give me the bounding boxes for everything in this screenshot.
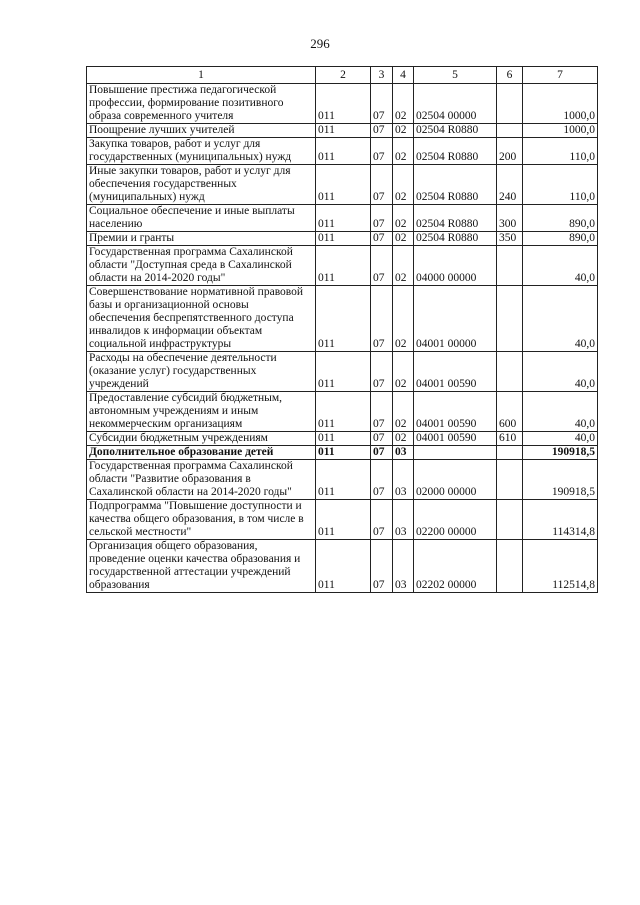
ministry-code: 011 [316,500,371,540]
table-row [87,540,598,593]
table-row [87,460,598,500]
row-description: Организация общего образования, проведение оценки качества образования и государственной аттестации учреждений образования [87,540,316,593]
column-header: 5 [414,67,497,84]
expense-type-code [497,286,523,352]
ministry-code: 011 [316,446,371,460]
target-article-code: 04001 00590 [414,352,497,392]
target-article-code: 02202 00000 [414,540,497,593]
table-row [87,392,598,432]
ministry-code: 011 [316,352,371,392]
row-description: Поощрение лучших учителей [87,124,316,138]
column-header: 6 [497,67,523,84]
amount: 1000,0 [523,84,598,124]
ministry-code: 011 [316,540,371,593]
table-row [87,446,598,460]
section-code: 07 [371,232,393,246]
ministry-code: 011 [316,165,371,205]
row-description: Повышение престижа педагогической профессии, формирование позитивного образа современного учителя [87,84,316,124]
table-row [87,205,598,232]
target-article-code: 02000 00000 [414,460,497,500]
ministry-code: 011 [316,246,371,286]
table-row [87,232,598,246]
subsection-code: 02 [393,84,414,124]
expense-type-code: 600 [497,392,523,432]
table-row [87,352,598,392]
amount: 114314,8 [523,500,598,540]
ministry-code: 011 [316,286,371,352]
expense-type-code [497,246,523,286]
ministry-code: 011 [316,392,371,432]
section-code: 07 [371,540,393,593]
subsection-code: 02 [393,205,414,232]
expense-type-code [497,500,523,540]
amount: 190918,5 [523,446,598,460]
section-code: 07 [371,246,393,286]
section-code: 07 [371,446,393,460]
subsection-code: 02 [393,246,414,286]
expense-type-code: 300 [497,205,523,232]
ministry-code: 011 [316,432,371,446]
ministry-code: 011 [316,232,371,246]
table-row [87,165,598,205]
table-row [87,500,598,540]
subsection-code: 02 [393,286,414,352]
row-description: Закупка товаров, работ и услуг для государственных (муниципальных) нужд [87,138,316,165]
target-article-code: 02504 00000 [414,84,497,124]
target-article-code: 04001 00590 [414,392,497,432]
row-description: Субсидии бюджетным учреждениям [87,432,316,446]
section-code: 07 [371,460,393,500]
amount: 190918,5 [523,460,598,500]
target-article-code: 02504 R0880 [414,165,497,205]
target-article-code: 04001 00000 [414,286,497,352]
expense-type-code [497,84,523,124]
table-body [87,84,598,593]
target-article-code: 02504 R0880 [414,205,497,232]
expense-type-code [497,540,523,593]
target-article-code: 02504 R0880 [414,124,497,138]
expense-type-code: 610 [497,432,523,446]
expense-type-code: 350 [497,232,523,246]
budget-table [86,66,598,593]
ministry-code: 011 [316,205,371,232]
amount: 40,0 [523,432,598,446]
subsection-code: 03 [393,460,414,500]
subsection-code: 02 [393,432,414,446]
ministry-code: 011 [316,84,371,124]
amount: 890,0 [523,232,598,246]
subsection-code: 02 [393,165,414,205]
target-article-code [414,446,497,460]
section-code: 07 [371,500,393,540]
section-code: 07 [371,124,393,138]
expense-type-code [497,446,523,460]
amount: 40,0 [523,392,598,432]
column-header: 4 [393,67,414,84]
page-number: 296 [310,36,330,51]
row-description: Совершенствование нормативной правовой базы и организационной основы обеспечения беспрепятственного доступа инвалидов к информации объектам социальной инфраструктуры [87,286,316,352]
subsection-code: 03 [393,540,414,593]
expense-type-code [497,124,523,138]
target-article-code: 02504 R0880 [414,232,497,246]
row-description: Предоставление субсидий бюджетным, автономным учреждениям и иным некоммерческим организациям [87,392,316,432]
subsection-code: 02 [393,352,414,392]
row-description: Социальное обеспечение и иные выплаты населению [87,205,316,232]
amount: 40,0 [523,286,598,352]
expense-type-code [497,460,523,500]
section-code: 07 [371,286,393,352]
subsection-code: 03 [393,500,414,540]
target-article-code: 04001 00590 [414,432,497,446]
amount: 1000,0 [523,124,598,138]
column-header: 7 [523,67,598,84]
amount: 40,0 [523,246,598,286]
row-description: Дополнительное образование детей [87,446,316,460]
section-code: 07 [371,84,393,124]
target-article-code: 02200 00000 [414,500,497,540]
row-description: Подпрограмма "Повышение доступности и качества общего образования, в том числе в сельской местности" [87,500,316,540]
ministry-code: 011 [316,124,371,138]
amount: 112514,8 [523,540,598,593]
table-row [87,286,598,352]
section-code: 07 [371,392,393,432]
table-row [87,84,598,124]
amount: 110,0 [523,138,598,165]
subsection-code: 02 [393,138,414,165]
table-row [87,432,598,446]
expense-type-code: 200 [497,138,523,165]
table-header-row [87,67,598,84]
row-description: Государственная программа Сахалинской области "Доступная среда в Сахалинской области на 2014-2020 годы" [87,246,316,286]
amount: 890,0 [523,205,598,232]
amount: 40,0 [523,352,598,392]
row-description: Премии и гранты [87,232,316,246]
ministry-code: 011 [316,138,371,165]
row-description: Расходы на обеспечение деятельности (оказание услуг) государственных учреждений [87,352,316,392]
ministry-code: 011 [316,460,371,500]
section-code: 07 [371,432,393,446]
column-header: 1 [87,67,316,84]
target-article-code: 02504 R0880 [414,138,497,165]
target-article-code: 04000 00000 [414,246,497,286]
expense-type-code [497,352,523,392]
table-row [87,138,598,165]
section-code: 07 [371,165,393,205]
amount: 110,0 [523,165,598,205]
column-header: 2 [316,67,371,84]
subsection-code: 02 [393,392,414,432]
table-row [87,124,598,138]
expense-type-code: 240 [497,165,523,205]
section-code: 07 [371,205,393,232]
table-row [87,246,598,286]
subsection-code: 03 [393,446,414,460]
row-description: Иные закупки товаров, работ и услуг для обеспечения государственных (муниципальных) нужд [87,165,316,205]
column-header: 3 [371,67,393,84]
subsection-code: 02 [393,124,414,138]
section-code: 07 [371,352,393,392]
subsection-code: 02 [393,232,414,246]
section-code: 07 [371,138,393,165]
row-description: Государственная программа Сахалинской области "Развитие образования в Сахалинской области на 2014-2020 годы" [87,460,316,500]
